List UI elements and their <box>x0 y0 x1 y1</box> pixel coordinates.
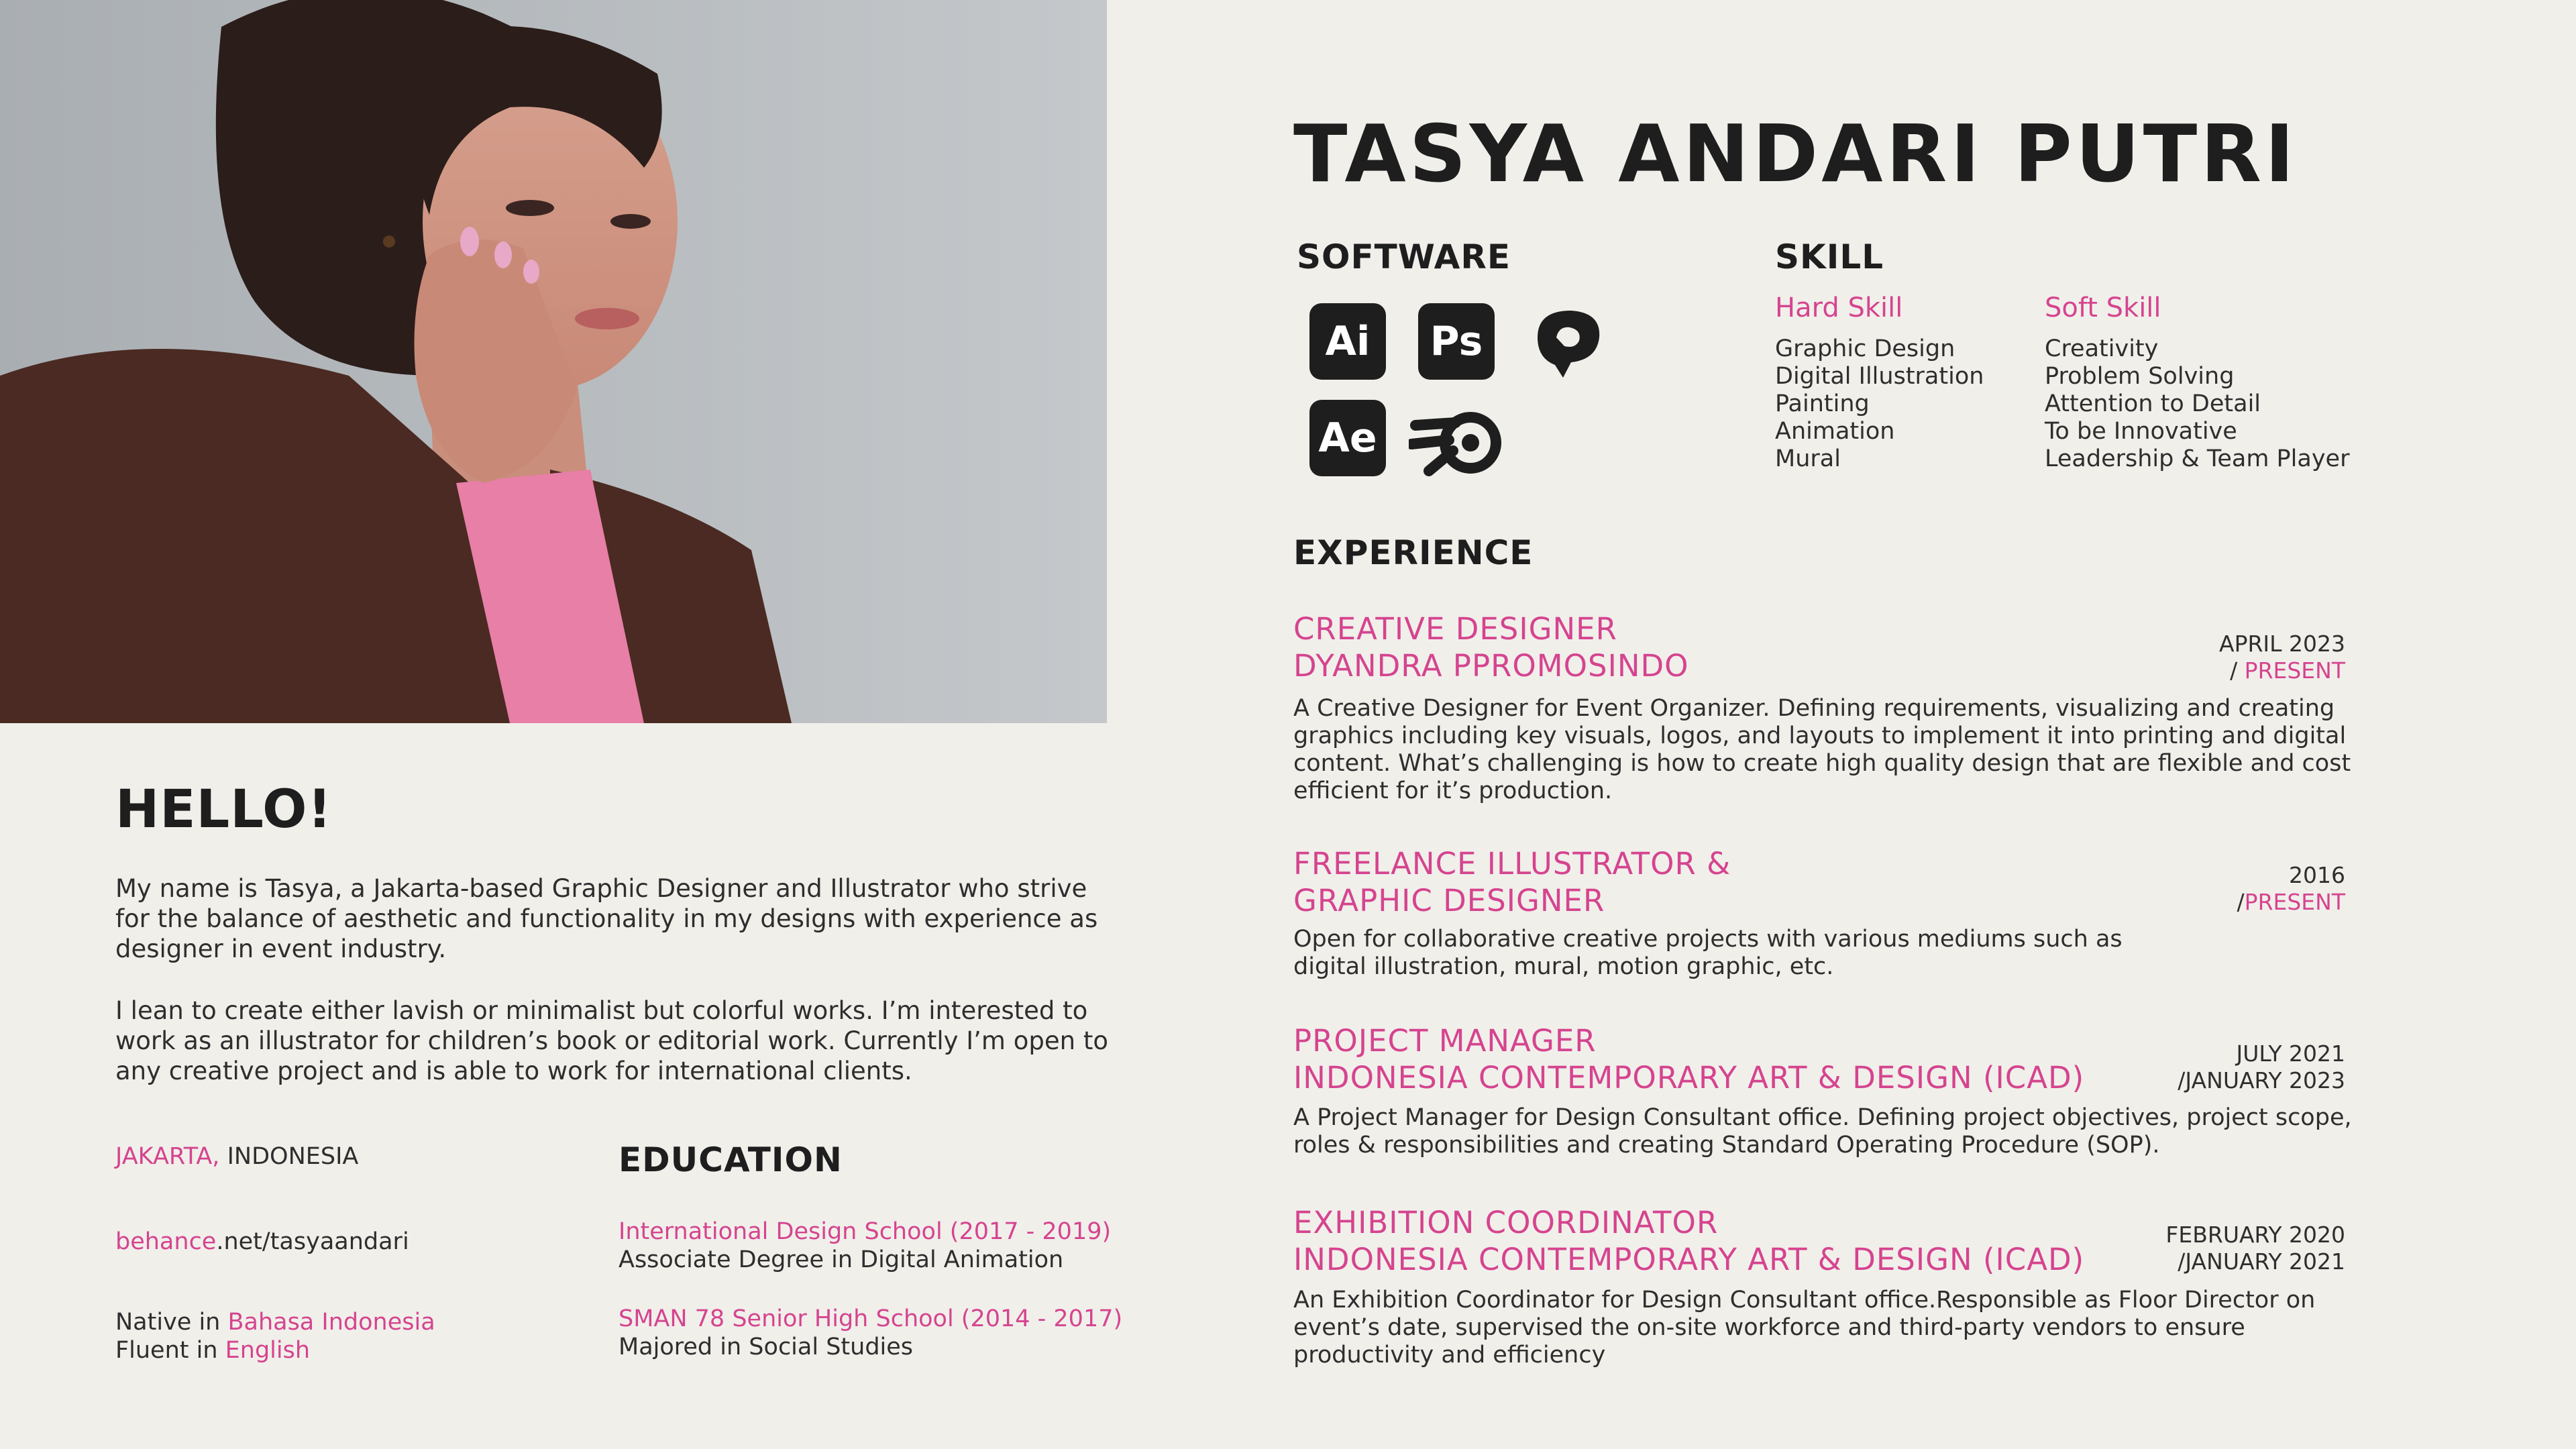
soft-skill-item: To be Innovative <box>2045 418 2237 445</box>
job-dates <box>2010 1040 2345 1094</box>
location-city: JAKARTA, <box>115 1143 220 1170</box>
job-company: GRAPHIC DESIGNER <box>1293 883 1605 918</box>
job-dates <box>2010 862 2345 916</box>
portfolio-domain[interactable]: behance <box>115 1228 217 1255</box>
date-separator: / <box>2178 1248 2186 1275</box>
hard-skill-item: Graphic Design <box>1775 335 1955 362</box>
job-dates <box>2010 1222 2345 1275</box>
soft-skill-item: Leadership & Team Player <box>2045 445 2350 472</box>
education-school: SMAN 78 Senior High School (2014 - 2017) <box>619 1305 1123 1332</box>
job-description: An Exhibition Coordinator for Design Consultant office.Responsible as Floor Director on event’s date, supervised the on-site workforce and third-party vendors to ensure productivity and efficiency <box>1293 1287 2316 1368</box>
education-item <box>619 1305 1122 1361</box>
profile-photo <box>0 0 1107 723</box>
languages <box>115 1308 435 1364</box>
illustrator-icon: Ai <box>1309 303 1386 380</box>
portfolio-link[interactable] <box>115 1228 409 1256</box>
job-start-date: JULY 2021 <box>2236 1040 2345 1067</box>
job-description: A Creative Designer for Event Organizer. Defining requirements, visualizing and creating graphics including key visuals, logos, and layouts to implement it into printing and digital content. What’s challenging is how to create high quality design that are flexible and cost efficient for it’s production. <box>1293 695 2351 804</box>
hello-heading: HELLO! <box>115 780 333 840</box>
education-degree: Associate Degree in Digital Animation <box>619 1246 1064 1273</box>
job-title <box>1293 845 1731 919</box>
fluent-language: English <box>225 1337 311 1364</box>
location-country: INDONESIA <box>219 1143 359 1170</box>
native-language: Bahasa Indonesia <box>227 1309 435 1336</box>
photoshop-icon: Ps <box>1418 303 1495 380</box>
soft-skill-item: Creativity <box>2045 335 2159 362</box>
skill-heading: SKILL <box>1775 237 1884 276</box>
job-role: PROJECT MANAGER <box>1293 1023 1597 1059</box>
date-separator: / <box>2230 657 2245 684</box>
after-effects-icon: Ae <box>1309 400 1386 476</box>
hard-skill-item: Digital Illustration <box>1775 363 1984 390</box>
job-role: CREATIVE DESIGNER <box>1293 611 1617 647</box>
job-description: A Project Manager for Design Consultant office. Defining project objectives, project scope, roles & responsibilities and creating Standard Operating Procedure (SOP). <box>1293 1104 2352 1159</box>
job-end-date: PRESENT <box>2244 889 2345 915</box>
soft-skill-item: Problem Solving <box>2045 363 2235 390</box>
job-start-date: 2016 <box>2289 862 2345 888</box>
soft-skill-heading: Soft Skill <box>2045 292 2161 323</box>
fluent-label: Fluent in <box>115 1337 225 1364</box>
software-heading: SOFTWARE <box>1297 237 1511 276</box>
date-separator: / <box>2178 1067 2186 1093</box>
job-end-date: PRESENT <box>2244 657 2345 684</box>
hard-skill-item: Mural <box>1775 445 1841 472</box>
portfolio-path[interactable]: .net/tasyaandari <box>216 1228 409 1255</box>
job-role: EXHIBITION COORDINATOR <box>1293 1205 1719 1240</box>
job-title <box>1293 610 1689 684</box>
date-separator: / <box>2237 889 2245 915</box>
hard-skill-item: Painting <box>1775 390 1870 417</box>
education-item <box>619 1218 1111 1274</box>
soft-skill-item: Attention to Detail <box>2045 390 2261 417</box>
hard-skill-list <box>1775 335 1984 473</box>
job-end-date: JANUARY 2023 <box>2185 1067 2345 1093</box>
experience-heading: EXPERIENCE <box>1293 533 1534 572</box>
location <box>115 1142 358 1171</box>
education-heading: EDUCATION <box>619 1140 843 1179</box>
job-start-date: APRIL 2023 <box>2219 631 2345 657</box>
soft-skill-list <box>2045 335 2349 473</box>
education-school: International Design School (2017 - 2019) <box>619 1218 1112 1245</box>
job-company: INDONESIA CONTEMPORARY ART & DESIGN (ICAD) <box>1293 1060 2085 1095</box>
job-title <box>1293 1022 2084 1096</box>
job-role: FREELANCE ILLUSTRATOR & <box>1293 846 1731 881</box>
education-degree: Majored in Social Studies <box>619 1334 914 1360</box>
job-end-date: JANUARY 2021 <box>2185 1248 2345 1275</box>
hard-skill-item: Animation <box>1775 418 1895 445</box>
intro-paragraph-2: I lean to create either lavish or minimalist but colorful works. I’m interested to work as an illustrator for children’s book or editorial work. Currently I’m open to any creative project and is able to work for international clients. <box>115 996 1108 1085</box>
full-name: TASYA ANDARI PUTRI <box>1293 107 2298 200</box>
job-company: DYANDRA PPROMOSINDO <box>1293 648 1689 684</box>
job-start-date: FEBRUARY 2020 <box>2165 1222 2345 1248</box>
hard-skill-heading: Hard Skill <box>1775 292 1903 323</box>
native-label: Native in <box>115 1309 228 1336</box>
job-company: INDONESIA CONTEMPORARY ART & DESIGN (ICAD) <box>1293 1242 2085 1277</box>
blender-icon <box>1409 397 1509 484</box>
job-dates <box>2010 631 2345 684</box>
job-title <box>1293 1204 2084 1278</box>
job-description: Open for collaborative creative projects with various mediums such as digital illustration, mural, motion graphic, etc. <box>1293 926 2123 980</box>
clip-studio-icon <box>1524 301 1611 388</box>
intro-paragraph-1: My name is Tasya, a Jakarta-based Graphic Designer and Illustrator who strive for the balance of aesthetic and functionality in my designs with experience as designer in event industry. <box>115 874 1098 963</box>
